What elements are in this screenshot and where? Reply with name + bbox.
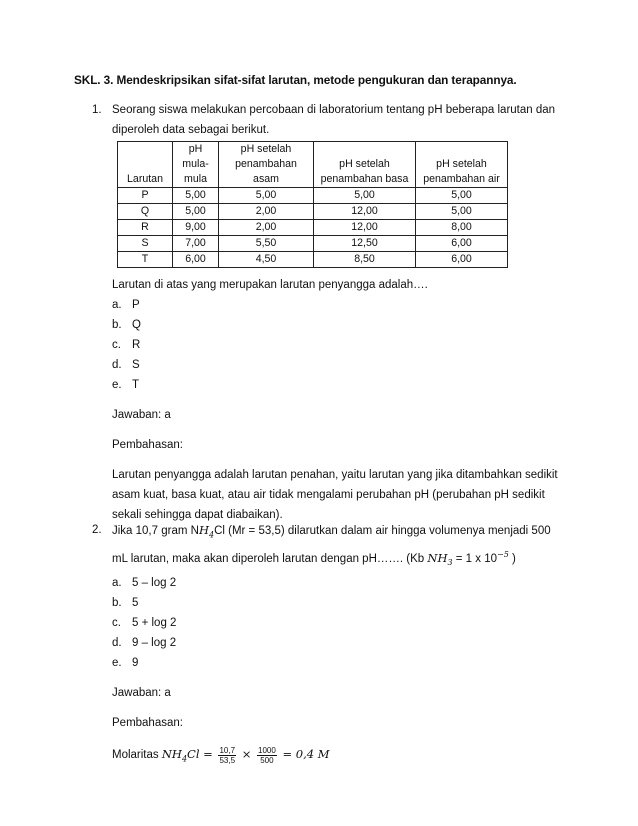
table-cell: Q — [118, 204, 173, 220]
table-cell: 9,00 — [173, 220, 219, 236]
option-e: e. 9 — [112, 657, 139, 670]
answer-text: Jawaban: a — [112, 687, 171, 700]
table-row — [118, 236, 508, 252]
table-cell: 5,00 — [416, 204, 508, 220]
table-cell: 5,00 — [173, 204, 219, 220]
header-ph-basa: pH setelah penambahan basa — [314, 142, 416, 188]
discussion-text: Larutan penyangga adalah larutan penahan, yaitu larutan yang jika ditambahkan sedikit asam kuat, basa kuat, atau air tidak mengalami perubahan pH (perubahan pH sedikit sekali sehingga dapat diabaikan). — [112, 469, 558, 521]
table-cell: 4,50 — [219, 252, 314, 268]
table-row — [118, 252, 508, 268]
table-cell: 8,00 — [416, 220, 508, 236]
table-header-row — [118, 142, 508, 188]
table-cell: 2,00 — [219, 204, 314, 220]
table-cell: 12,00 — [314, 204, 416, 220]
table-cell: 6,00 — [416, 236, 508, 252]
section-heading: SKL. 3. Mendeskripsikan sifat-sifat larutan, metode pengukuran dan terapannya. — [74, 73, 517, 87]
discussion-label: Pembahasan: — [112, 717, 183, 730]
table-cell: S — [118, 236, 173, 252]
question-1 — [92, 100, 572, 525]
table-row — [118, 188, 508, 204]
question-prompt: Larutan di atas yang merupakan larutan penyangga adalah…. — [112, 279, 428, 291]
table-cell: 5,50 — [219, 236, 314, 252]
table-cell: 2,00 — [219, 220, 314, 236]
question-number: 1. — [92, 104, 102, 116]
question-2 — [92, 520, 572, 773]
discussion-label: Pembahasan: — [112, 439, 183, 451]
table-cell: 6,00 — [173, 252, 219, 268]
question-text: Seorang siswa melakukan percobaan di laboratorium tentang pH beberapa larutan dan diperoleh data sebagai berikut. — [112, 104, 556, 136]
table-row — [118, 220, 508, 236]
option-b: b. 5 — [112, 597, 139, 610]
question-number: 2. — [92, 524, 102, 536]
table-cell: T — [118, 252, 173, 268]
header-ph-mula: pH mula- mula — [173, 142, 219, 188]
table-cell: 8,50 — [314, 252, 416, 268]
option-d: d. S — [112, 359, 140, 371]
header-ph-air: pH setelah penambahan air — [416, 142, 508, 188]
header-ph-asam: pH setelah penambahan asam — [219, 142, 314, 188]
table-cell: 5,00 — [219, 188, 314, 204]
table-cell: 7,00 — [173, 236, 219, 252]
fraction-mass: $\frac{10,7}{53,5}$ — [219, 745, 236, 765]
table-cell: P — [118, 188, 173, 204]
option-b: b. Q — [112, 319, 141, 331]
table-cell: 12,50 — [314, 236, 416, 252]
question-text-line2: mL larutan, maka akan diperoleh larutan dengan pH……. (Kb $NH_3 = 1$ x $10^{-5}$ ) — [112, 550, 516, 568]
option-a: a. P — [112, 299, 140, 311]
table-cell: 5,00 — [173, 188, 219, 204]
option-a: a. 5 – log 2 — [112, 577, 177, 590]
option-c: c. R — [112, 339, 141, 351]
answer-text: Jawaban: a — [112, 409, 171, 421]
table-cell: 5,00 — [314, 188, 416, 204]
table-cell: 6,00 — [416, 252, 508, 268]
option-d: d. 9 – log 2 — [112, 637, 177, 650]
option-c: c. 5 + log 2 — [112, 617, 177, 630]
option-e: e. T — [112, 379, 140, 391]
question-text: Jika 10,7 gram $NH_4Cl$ (Mr = 53,5) dilarutkan dalam air hingga volumenya menjadi 500 — [112, 523, 551, 540]
ph-data-table — [117, 141, 508, 268]
header-larutan: Larutan — [118, 142, 173, 188]
fraction-volume: $\frac{1000}{500}$ — [258, 745, 276, 765]
table-cell: 12,00 — [314, 220, 416, 236]
table-cell: R — [118, 220, 173, 236]
table-cell: 5,00 — [416, 188, 508, 204]
table-row — [118, 204, 508, 220]
molarity-formula: Molaritas $NH_4Cl$ = $\frac{10,7}{53,5}$ × $\frac{1000}{500}$ = 0,4 M — [112, 745, 330, 765]
